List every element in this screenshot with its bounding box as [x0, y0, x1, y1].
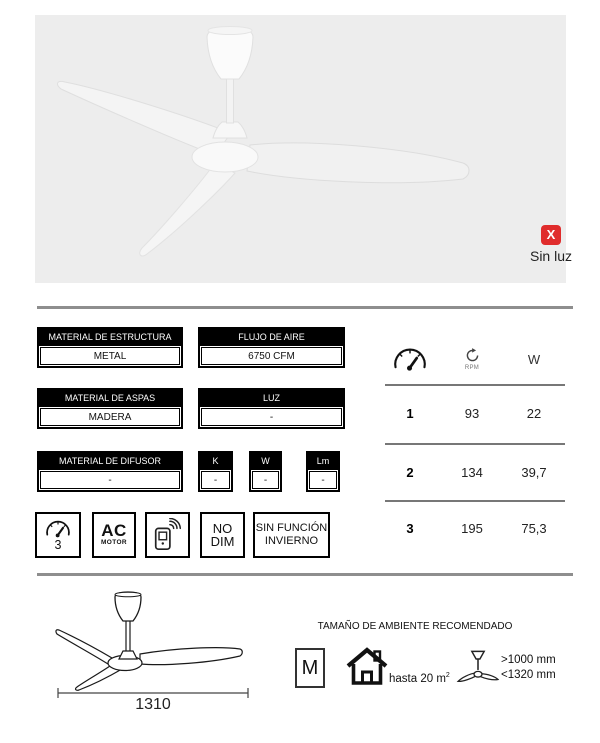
- table-separator: [385, 384, 565, 386]
- height-max: <1320 mm: [501, 669, 556, 681]
- table-separator: [385, 500, 565, 502]
- rpm-value: 93: [464, 405, 480, 421]
- spec-header: K: [200, 453, 231, 470]
- motor-label: MOTOR: [100, 539, 128, 546]
- spec-header: Lm: [308, 453, 338, 470]
- speed-gauge-icon: [43, 519, 73, 539]
- spec-value: -: [309, 471, 337, 489]
- divider-bottom: [37, 573, 573, 576]
- rotation-rpm-icon: [464, 347, 481, 364]
- watts-value: 22: [526, 405, 542, 421]
- product-photo: [35, 15, 573, 283]
- spec-header: MATERIAL DE ESTRUCTURA: [39, 329, 181, 346]
- watts-value: 75,3: [521, 520, 547, 536]
- winter-line1: SIN FUNCIÓN: [255, 522, 328, 534]
- remote-control-icon: [151, 518, 185, 552]
- spec-header: LUZ: [200, 390, 343, 407]
- spec-box-airflow: [198, 327, 345, 368]
- speed-table-row: [379, 397, 565, 429]
- room-size-title: TAMAÑO DE AMBIENTE RECOMENDADO: [317, 621, 513, 632]
- spec-box-structure-material: [37, 327, 183, 368]
- speed-gauge-icon: [390, 346, 430, 373]
- speed-table-row: [379, 456, 565, 488]
- room-area-text: hasta 20 m: [389, 672, 446, 685]
- speed-value: 3: [406, 520, 414, 536]
- spec-header: MATERIAL DE DIFUSOR: [39, 453, 181, 470]
- rpm-label: RPM: [464, 365, 480, 371]
- x-badge-icon: X: [541, 225, 561, 245]
- divider-top: [37, 306, 573, 309]
- fan-dimension-drawing: [40, 590, 260, 700]
- spec-value: METAL: [40, 347, 180, 365]
- no-dim-line2: DIM: [210, 534, 235, 549]
- feature-box-motor: [92, 512, 136, 558]
- speed-table-header: [379, 337, 565, 381]
- spec-value: -: [40, 471, 180, 489]
- spec-value: -: [252, 471, 279, 489]
- install-height-range: [501, 653, 556, 683]
- feature-box-remote: [145, 512, 190, 558]
- room-area-label: [389, 672, 450, 685]
- spec-box-light: [198, 388, 345, 429]
- spec-box-watts: [249, 451, 282, 492]
- spec-value: 6750 CFM: [201, 347, 342, 365]
- no-light-label: Sin luz: [529, 248, 573, 264]
- rpm-value: 134: [461, 464, 483, 480]
- no-light-indicator: [485, 225, 600, 264]
- table-separator: [385, 443, 565, 445]
- winter-line2: INVIERNO: [264, 535, 319, 547]
- spec-box-diffuser-material: [37, 451, 183, 492]
- speed-table-row: [379, 512, 565, 544]
- room-area-sup: 2: [445, 672, 450, 679]
- watts-column-header: W: [527, 351, 541, 367]
- speed-column-header: [379, 337, 441, 381]
- height-min: >1000 mm: [501, 654, 556, 666]
- spec-value: MADERA: [40, 408, 180, 426]
- spec-box-kelvin: [198, 451, 233, 492]
- no-dim-line1: NO: [212, 520, 233, 536]
- speed-value: 2: [406, 464, 414, 480]
- motor-type: AC: [101, 521, 127, 540]
- fan-height-icon: [456, 649, 500, 689]
- speed-value: 1: [406, 405, 414, 421]
- spec-box-blade-material: [37, 388, 183, 429]
- spec-box-lumens: [306, 451, 340, 492]
- rpm-column-header: [441, 337, 503, 381]
- spec-header: FLUJO DE AIRE: [200, 329, 343, 346]
- speeds-count: 3: [54, 538, 62, 552]
- watts-value: 39,7: [521, 464, 547, 480]
- house-icon: [345, 645, 389, 689]
- feature-box-speeds: [35, 512, 81, 558]
- spec-header: W: [251, 453, 280, 470]
- feature-box-no-dim: [200, 512, 245, 558]
- rpm-value: 195: [461, 520, 483, 536]
- blade-span-dimension: 1310: [135, 696, 171, 713]
- spec-header: MATERIAL DE ASPAS: [39, 390, 181, 407]
- spec-value: -: [201, 471, 230, 489]
- spec-value: -: [201, 408, 342, 426]
- feature-box-no-winter: [253, 512, 330, 558]
- size-class-badge: M: [295, 648, 325, 688]
